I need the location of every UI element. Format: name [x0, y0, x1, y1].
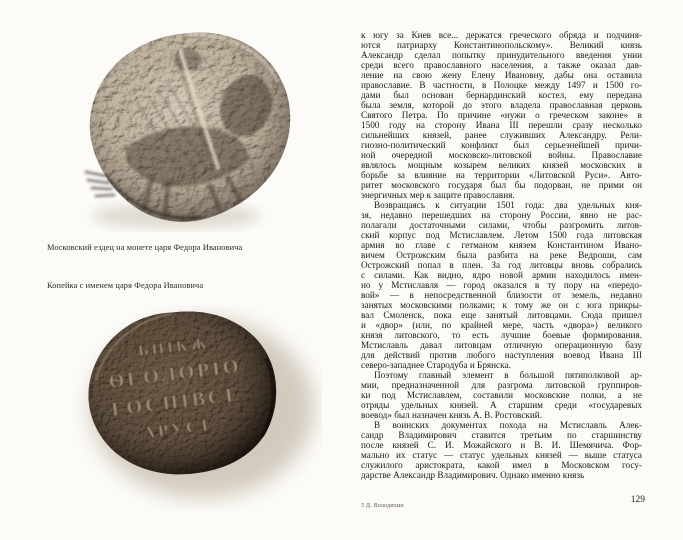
coin-photo-obverse	[68, 26, 308, 236]
text-line: зя, недавно перешедших на сторону России, явно не рас-	[361, 210, 642, 220]
text-line: ский корпус под Мстиславлем. Летом 1500 года литовская	[361, 230, 642, 240]
text-line: Святого Петра. По причине «нужи о греческом законе» в	[361, 110, 642, 120]
text-line: князя литовского, то есть лучшие боевые формирования.	[361, 330, 642, 340]
text-line: Возвращаясь к ситуации 1501 года: два удельных кня-	[374, 200, 642, 210]
text-line: мально их статус — статус удельных князей — выше статуса	[361, 450, 642, 460]
page-number: 129	[630, 495, 645, 505]
body-text-column	[361, 30, 642, 480]
inscription-line: АРУСІ	[141, 415, 212, 443]
text-line: Острожский попал в плен. За год литовцы вновь собрались	[361, 260, 642, 270]
text-line: к югу за Киев все... держатся греческого обряда и подчиня-	[361, 30, 642, 40]
text-line: вичем Острожским была разбита на реке Ведроши, сам	[361, 250, 642, 260]
text-line: после князей С. И. Можайского и В. И. Шемячича. Фор-	[361, 440, 642, 450]
text-line: среди всего православного населения, а также оказал дав-	[361, 60, 642, 70]
text-line: ки под Мстиславлем, составили московские полки, а не	[361, 390, 642, 400]
text-line: полагали достаточными силами, чтобы разгромить литов-	[361, 220, 642, 230]
inscription-line: ЬНІКЖ	[137, 334, 211, 361]
text-line: В воинских документах похода на Мстиславль Алек-	[374, 420, 642, 430]
text-line: вал Смоленск, пока еще занятый литовцами. Сюда пришел	[361, 310, 642, 320]
text-line: с силами. Как видно, ядро новой армии находилось имен-	[361, 270, 642, 280]
text-line: сильнейших князей, ранее служивших Александру. Рели-	[361, 130, 642, 140]
text-line: борьбе за влияние на территории «Литовской Руси». Авто-	[361, 170, 642, 180]
text-line: являлось мощным козырем великих князей московских в	[361, 160, 642, 170]
text-line: отряды удельных князей. А старшим среди «государевых	[361, 400, 642, 410]
inscription-line: ГОСПІВСЕ	[110, 383, 243, 422]
text-line: воевод» был назначен князь А. В. Ростовский.	[361, 410, 543, 420]
text-line: дами был основан бернардинский костел, ему передана	[361, 90, 642, 100]
text-line: ной очередной московско-литовской войны. Православие	[361, 150, 642, 160]
text-line: ются патриарху Константинопольскому». Великий князь	[361, 40, 642, 50]
text-line: Мстиславль давал литовцам отличную операционную базу	[361, 340, 642, 350]
text-line: занятых московскими полками; к тому же он с юга прикры-	[361, 300, 642, 310]
coin-photo-reverse	[72, 306, 322, 511]
text-line: и «двор» (или, по крайней мере, часть «двора») великого	[361, 320, 642, 330]
figure-caption-reverse: Копейка с именем царя Федора Ивановича	[47, 281, 204, 290]
text-line: православие. В частности, в Полоцке между 1497 и 1500 го-	[361, 80, 642, 90]
text-line: дарстве Александр Владимирович. Однако именно князь	[361, 470, 585, 480]
text-line: но у Мстиславля — город оказался в ту пору на «передо-	[361, 280, 642, 290]
text-line: ление на свою жену Елену Ивановну, дабы она оставила	[361, 70, 642, 80]
text-line: ритет московского государя был бы подорван, не прими он	[361, 180, 642, 190]
text-line: энергичных мер к защите православия.	[361, 190, 515, 200]
text-line: гиозно-политический конфликт был серьезнейшей причи-	[361, 140, 642, 150]
text-line: северо-западнее Стародуба и Брянска.	[361, 360, 511, 370]
inscription-line: ѲЕОЛОРІО	[107, 355, 243, 394]
text-line: мии, предназначенной для разгрома литовской группиров-	[361, 380, 642, 390]
text-line: сандр Владимирович ставится третьим по старшинству	[361, 430, 642, 440]
text-line: армия во главе с гетманом князем Константином Ивано-	[361, 240, 642, 250]
text-line: Александр сделал попытку принудительного введения унии	[361, 50, 642, 60]
figure-caption-obverse: Московский ездец на монете царя Федора Ивановича	[47, 243, 243, 252]
text-line: вой» — в непосредственной близости от земель, недавно	[361, 290, 642, 300]
text-line: 1500 году на сторону Ивана III перешли сразу несколько	[361, 120, 642, 130]
text-line: Поэтому главный элемент в большой пятиполковой ар-	[374, 370, 642, 380]
signature-mark: 5 Д. Володихин	[361, 503, 404, 509]
text-line: для действий против любого наступления воевод Ивана III	[361, 350, 642, 360]
text-line: была земля, которой до этого владела православная церковь	[361, 100, 642, 110]
text-line: служилого аристократа, какой имел в Московском госу-	[361, 460, 642, 470]
